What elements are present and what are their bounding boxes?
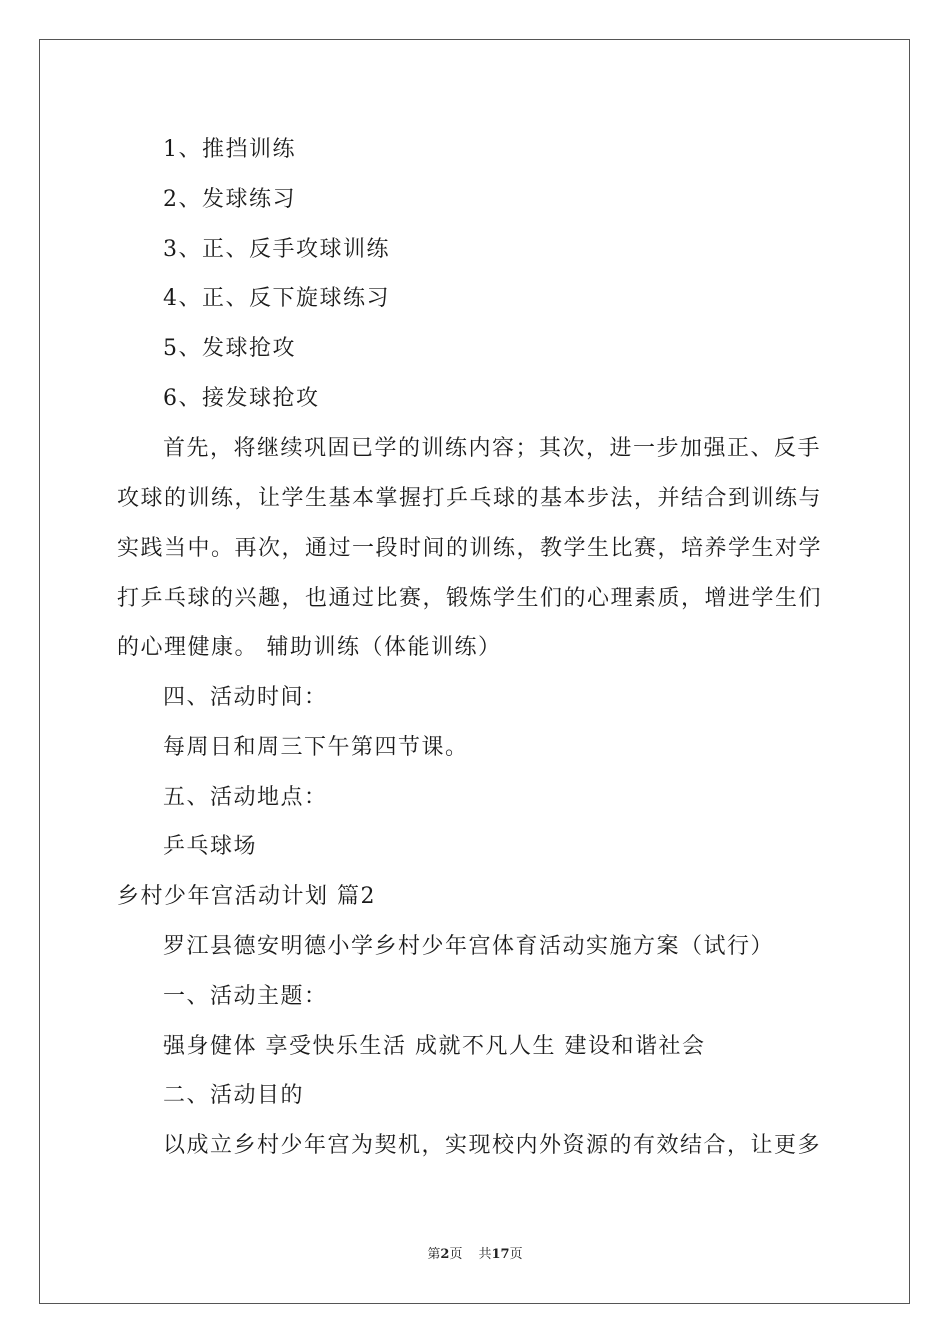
list-item-3: 3、正、反手攻球训练 [163, 237, 390, 262]
total-unit: 页 [509, 1247, 523, 1262]
list-item-4: 4、正、反下旋球练习 [163, 286, 390, 311]
page-footer [0, 1246, 950, 1264]
page-prefix: 第 [427, 1247, 441, 1262]
total-prefix: 共 [478, 1247, 492, 1262]
list-item-1: 1、推挡训练 [163, 137, 296, 162]
article-title: 乡村少年宫活动计划 篇2 [117, 884, 376, 909]
section-text-location: 乒乓球场 [163, 834, 258, 859]
list-item-5: 5、发球抢攻 [163, 336, 296, 361]
list-item-2: 2、发球练习 [163, 187, 296, 212]
current-page-number: 2 [440, 1247, 450, 1262]
page-unit: 页 [449, 1247, 463, 1262]
section-heading-purpose: 二、活动目的 [163, 1083, 305, 1108]
section-text-time: 每周日和周三下午第四节课。 [163, 735, 469, 760]
section-heading-theme: 一、活动主题： [163, 984, 328, 1009]
page-border [39, 39, 910, 1304]
paragraph-line: 首先，将继续巩固已学的训练内容；其次，进一步加强正、反手 [163, 436, 822, 461]
section-heading-time: 四、活动时间： [163, 685, 328, 710]
paragraph-line: 实践当中。再次，通过一段时间的训练，教学生比赛，培养学生对学 [117, 536, 823, 561]
paragraph-line: 的心理健康。 辅助训练（体能训练） [117, 635, 502, 660]
section-text-purpose: 以成立乡村少年宫为契机，实现校内外资源的有效结合，让更多 [163, 1133, 822, 1158]
paragraph-line: 攻球的训练，让学生基本掌握打乒乓球的基本步法，并结合到训练与 [117, 486, 823, 511]
section-text-theme: 强身健体 享受快乐生活 成就不凡人生 建设和谐社会 [163, 1034, 706, 1059]
plan-title: 罗江县德安明德小学乡村少年宫体育活动实施方案（试行） [163, 934, 775, 959]
paragraph-line: 打乒乓球的兴趣，也通过比赛，锻炼学生们的心理素质，增进学生们 [117, 586, 823, 611]
total-page-number: 17 [491, 1247, 510, 1262]
section-heading-location: 五、活动地点： [163, 785, 328, 810]
list-item-6: 6、接发球抢攻 [163, 386, 320, 411]
